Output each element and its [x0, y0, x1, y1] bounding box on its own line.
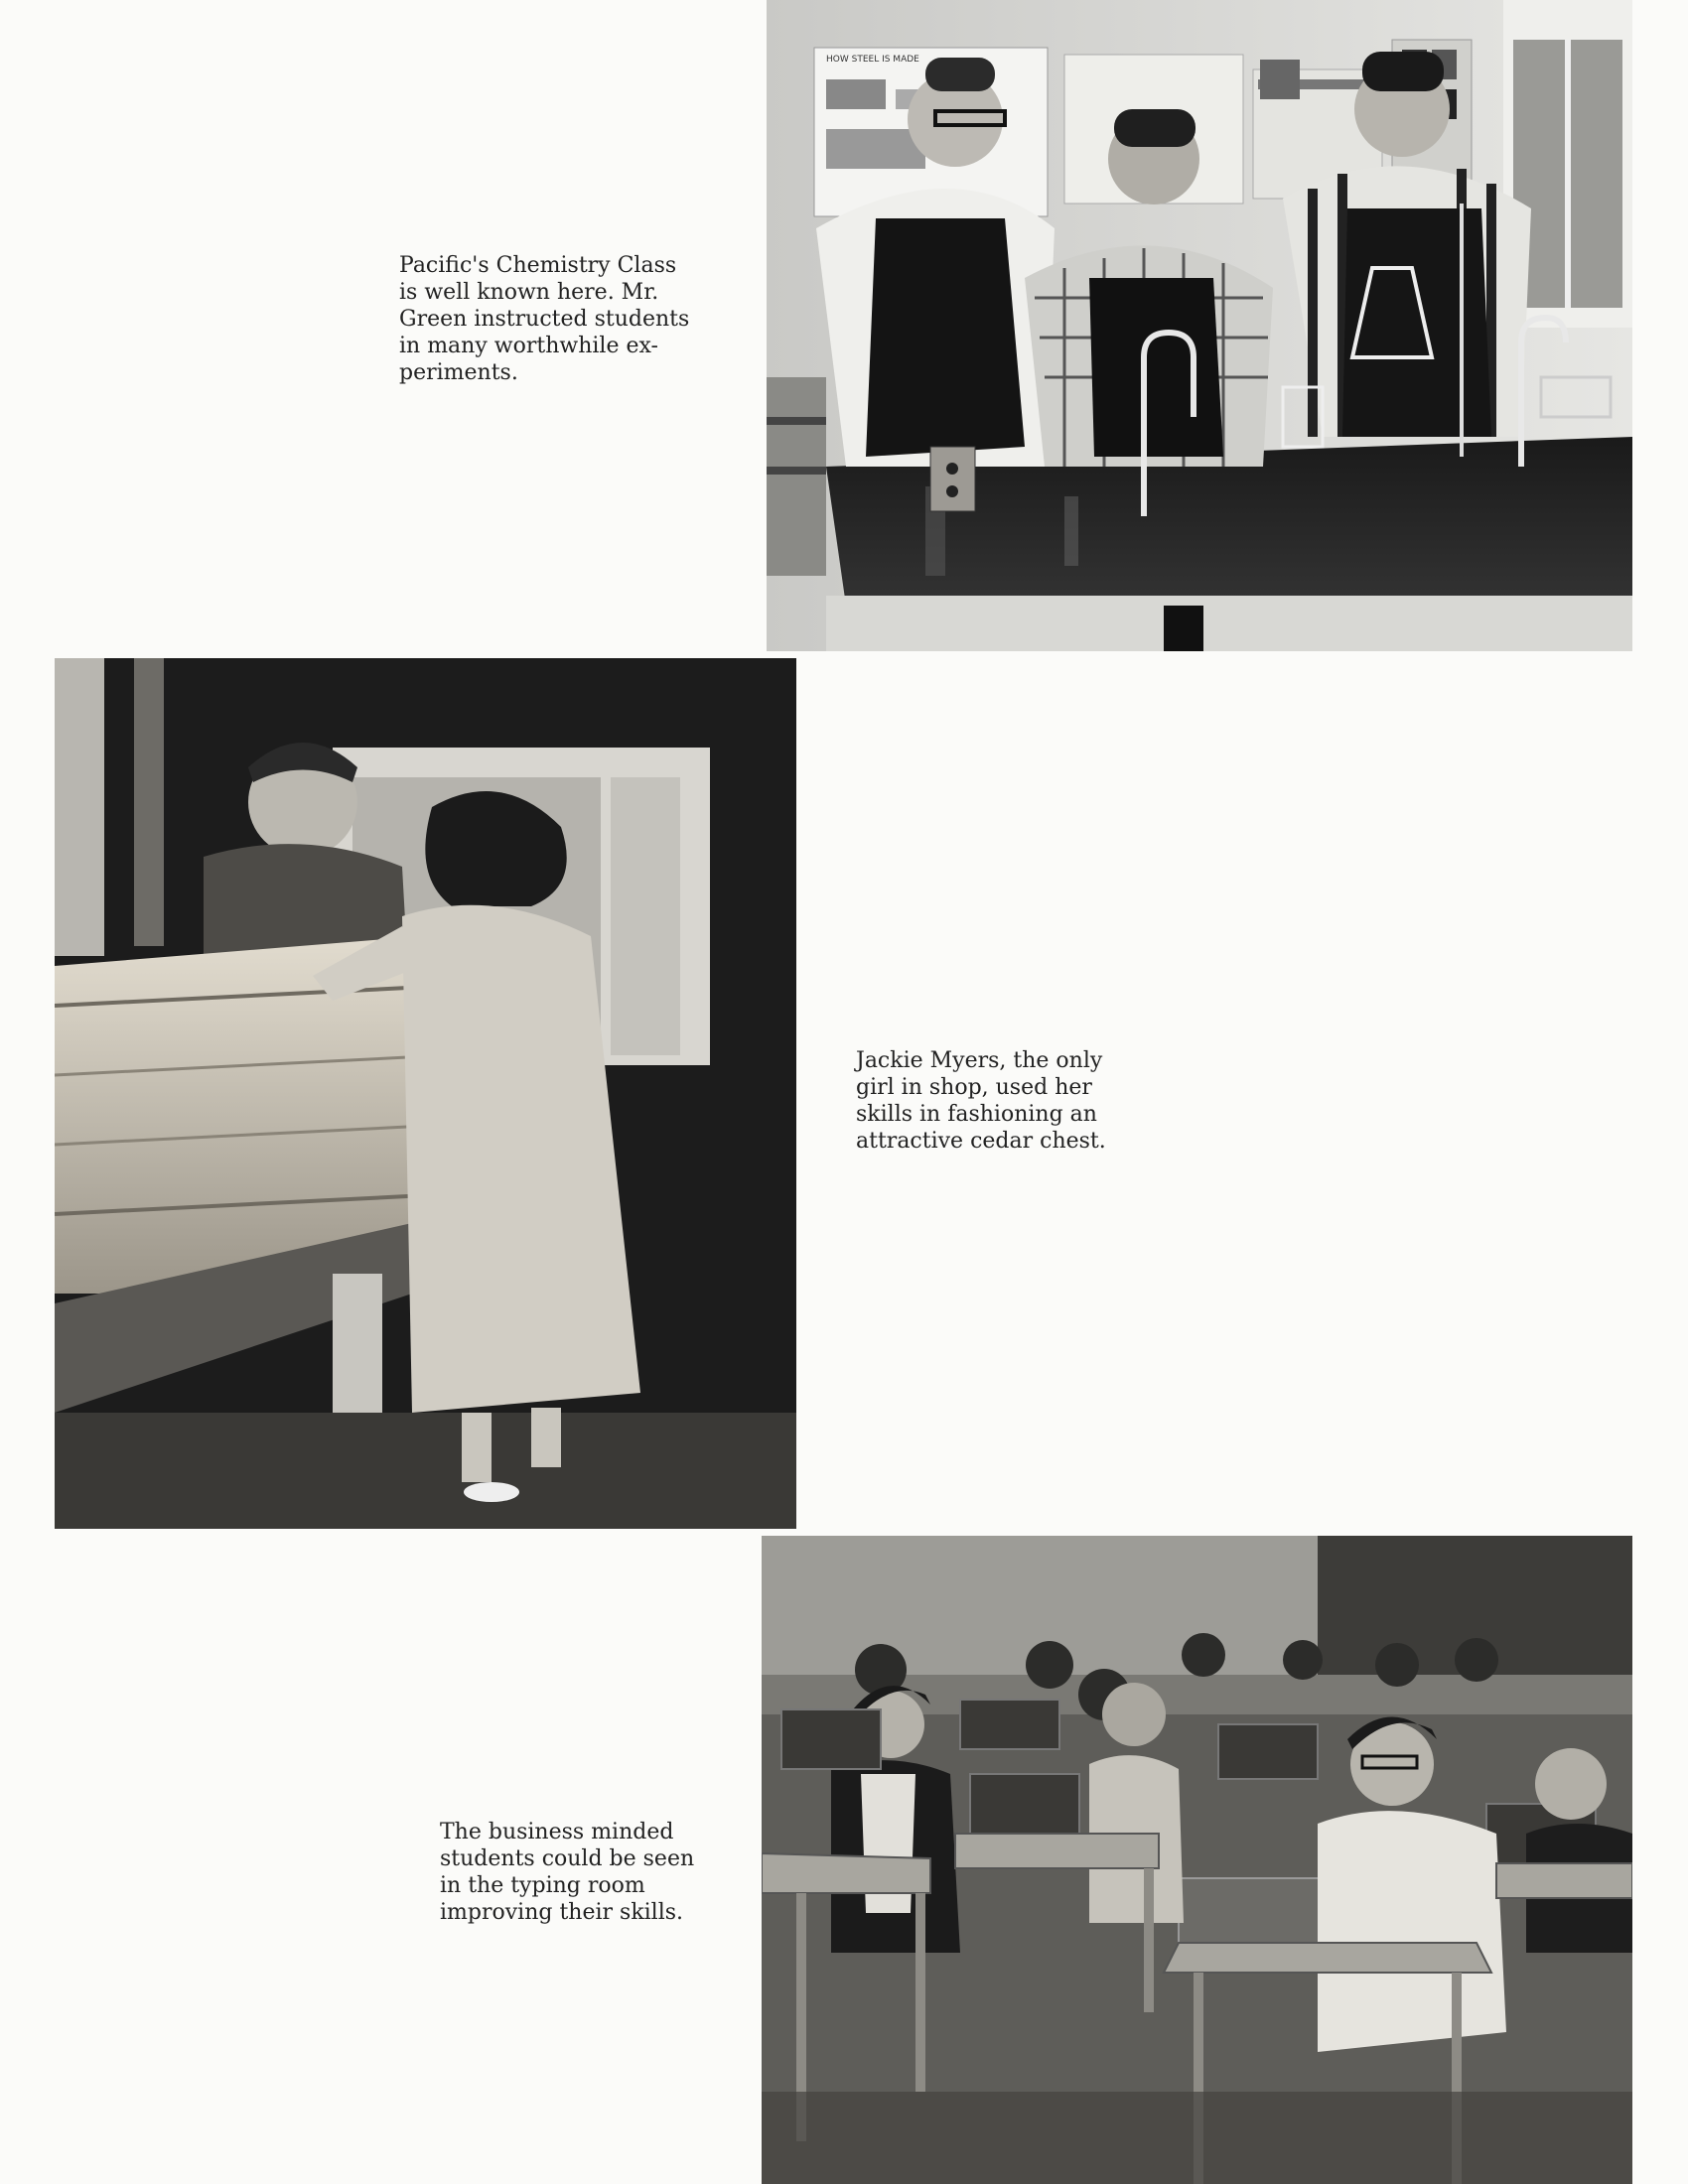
poster-title: HOW STEEL IS MADE	[826, 55, 919, 65]
caption-line: skills in fashioning an	[856, 1102, 1097, 1127]
typing-room-photo	[762, 1536, 1632, 2184]
caption-line: girl in shop, used her	[856, 1075, 1092, 1100]
caption-line: Pacific's Chemistry Class	[399, 253, 677, 278]
caption-line: attractive cedar chest.	[856, 1129, 1106, 1154]
typing-caption	[440, 1819, 694, 1926]
caption-line: Jackie Myers, the only	[856, 1048, 1103, 1073]
chemistry-caption	[399, 252, 689, 386]
caption-line: is well known here. Mr.	[399, 280, 659, 305]
caption-line: in many worthwhile ex-	[399, 334, 658, 358]
caption-line: improving their skills.	[440, 1900, 684, 1925]
shop-caption	[856, 1047, 1106, 1155]
caption-line: Green instructed students	[399, 307, 690, 332]
caption-line: periments.	[399, 360, 518, 385]
caption-line: The business minded	[440, 1820, 674, 1844]
chemistry-class-photo	[767, 0, 1632, 651]
caption-line: in the typing room	[440, 1873, 645, 1898]
caption-line: students could be seen	[440, 1846, 695, 1871]
shop-class-photo	[55, 658, 796, 1529]
